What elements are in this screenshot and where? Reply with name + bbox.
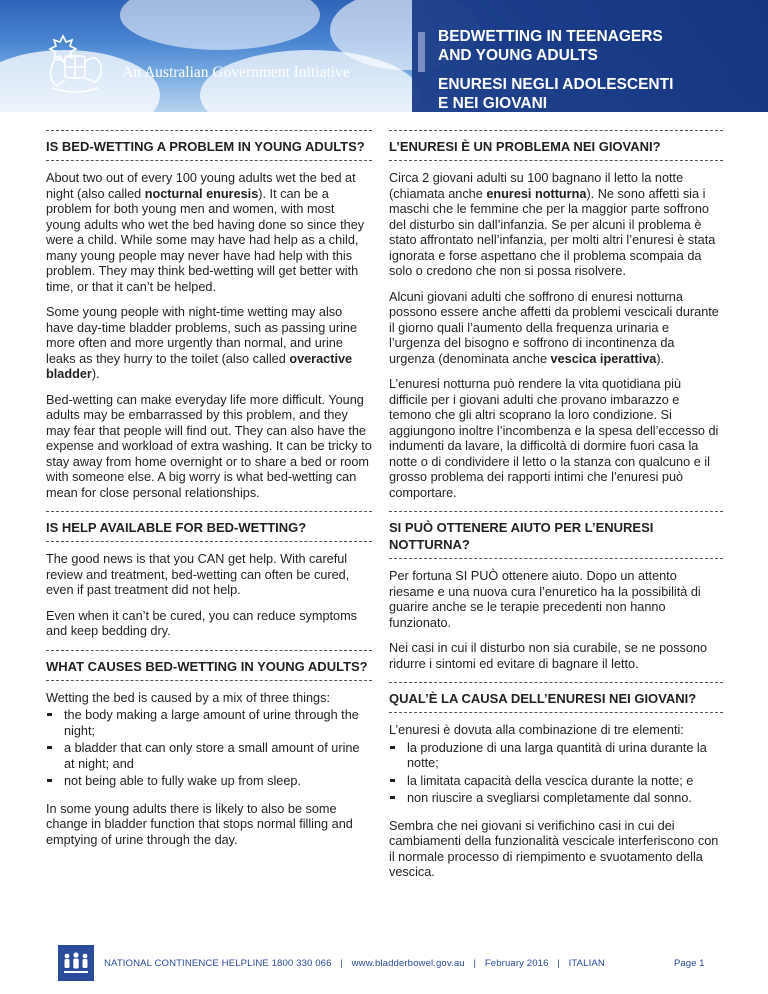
italian-column <box>389 130 723 891</box>
helpline-text: NATIONAL CONTINENCE HELPLINE 1800 330 066 <box>104 958 332 969</box>
paragraph: Per fortuna SI PUÒ ottenere aiuto. Dopo un attento riesame e una nuova cura l’enuretico ha la possibilità di guarire anche se le terapie precedenti non hanno funzionato. <box>389 569 701 630</box>
section-heading: WHAT CAUSES BED-WETTING IN YOUNG ADULTS? <box>46 650 372 681</box>
text: Alcuni giovani adulti che soffrono di enuresi notturna possono essere anche affetti da problemi vescicali durante il giorno quali l’aumento della frequenza urinaria e l’urgenza del bisogno e soffrono di incontinenza da urgenza (denominata anche <box>389 289 719 366</box>
paragraph: Wetting the bed is caused by a mix of three things: <box>46 690 330 705</box>
causes-list <box>46 708 372 790</box>
paragraph: Bed-wetting can make everyday life more difficult. Young adults may be embarrassed by this problem, and they may fear that people will find out. They can also have the expense and workload of extra washing. It can be tricky to stay away from home overnight or to share a bed or room with someone else. A big worry is what bed-wetting can mean for close personal relationships. <box>46 392 372 500</box>
paragraph <box>46 305 372 383</box>
header-cloud <box>120 0 320 50</box>
list-item: non riuscire a svegliarsi completamente dal sonno. <box>389 791 723 807</box>
paragraph <box>46 171 372 295</box>
document-title-italian <box>438 75 673 112</box>
separator: | <box>557 958 560 969</box>
text: ). <box>656 351 665 366</box>
list-item: la produzione di una larga quantità di urina durante la notte; <box>389 741 723 772</box>
section-heading: IS HELP AVAILABLE FOR BED-WETTING? <box>46 511 372 542</box>
causes-list <box>389 741 723 807</box>
english-column <box>46 130 372 858</box>
term: nocturnal enuresis <box>144 186 259 201</box>
text: ). Ne sono affetti sia i maschi che le femmine che per la maggior parte soffrono del disturbo sin dall’infanzia. Se per alcuni il problema è stato affrontato nell’infanzia, per molti altri l’enuresi è stata ignorata e forse aspettano che il problema scompaia da solo o credono che non si possa risolvere. <box>389 186 716 278</box>
list-item: a bladder that can only store a small amount of urine at night; and <box>46 741 372 772</box>
separator: | <box>340 958 343 969</box>
title-line: AND YOUNG ADULTS <box>438 47 598 64</box>
footer-info <box>104 958 605 969</box>
section-heading: QUAL’È LA CAUSA DELL’ENURESI NEI GIOVANI? <box>389 682 723 713</box>
separator: | <box>473 958 477 969</box>
term: vescica iperattiva <box>550 351 657 366</box>
title-accent-bar <box>418 32 425 72</box>
paragraph: Even when it can’t be cured, you can reduce symptoms and keep bedding dry. <box>46 608 358 638</box>
text: ). <box>91 367 100 381</box>
paragraph: In some young adults there is likely to also be some change in bladder function that stops normal filling and emptying of urine through the day. <box>46 801 353 847</box>
list-item: the body making a large amount of urine through the night; <box>46 708 372 739</box>
section-heading: SI PUÒ OTTENERE AIUTO PER L’ENURESI NOTTURNA? <box>389 511 723 559</box>
list-item: not being able to fully wake up from sleep. <box>46 774 372 790</box>
paragraph <box>389 171 723 280</box>
continence-foundation-logo-icon <box>58 945 94 981</box>
government-initiative-label: An Australian Government Initiative <box>122 64 350 81</box>
paragraph: L’enuresi è dovuta alla combinazione di tre elementi: <box>389 723 684 737</box>
paragraph: Sembra che nei giovani si verifichino casi in cui dei cambiamenti della funzionalità vescicale interferiscono con il normale processo di riempimento e svuotamento della vescica. <box>389 818 719 879</box>
paragraph: The good news is that you CAN get help. With careful review and treatment, bed-wetting can often be cured, even if past treatment did not help. <box>46 552 350 597</box>
document-title-english <box>438 27 663 65</box>
text: About two out of every 100 young adults wet the bed at night (also called <box>46 171 356 201</box>
language-label: ITALIAN <box>568 958 605 969</box>
paragraph <box>389 290 723 368</box>
title-line: BEDWETTING IN TEENAGERS <box>438 28 663 45</box>
page-number: Page 1 <box>674 958 705 969</box>
page-header <box>0 0 768 112</box>
section-heading: IS BED-WETTING A PROBLEM IN YOUNG ADULTS? <box>46 130 372 161</box>
text: Circa 2 giovani adulti su 100 bagnano il letto la notte (chiamata anche <box>389 171 684 201</box>
title-line: ENURESI NEGLI ADOLESCENTI <box>438 76 674 93</box>
website-link[interactable]: www.bladderbowel.gov.au <box>351 958 465 969</box>
text: ). It can be a problem for both young men and women, with most young adults who wet the bed having done so since they were a child. While some may have had help as a child, many young people may never have had help with this problem. They may think bed-wetting will get better with time, or that it can’t be helped. <box>46 186 365 294</box>
coat-of-arms-icon <box>38 32 112 98</box>
publication-date: February 2016 <box>484 958 549 969</box>
list-item: la limitata capacità della vescica durante la notte; e <box>389 774 723 790</box>
section-heading: L’ENURESI È UN PROBLEMA NEI GIOVANI? <box>389 130 723 161</box>
term: enuresi notturna <box>486 186 587 201</box>
title-line: E NEI GIOVANI <box>438 95 548 112</box>
text: Some young people with night-time wetting may also have day-time bladder problems, such as passing urine more often and more urgently than normal, and urine leaks as they hurry to the toilet (also called <box>46 305 358 366</box>
paragraph: L’enuresi notturna può rendere la vita quotidiana più difficile per i giovani adulti che provano imbarazzo e temono che gli altri scoprano la loro condizione. Si aggiungono inoltre l’incombenza e la spesa dell’eccesso di indumenti da lavare, la difficoltà di dormire fuori casa la notte o di condividere il letto o la stanza con qualcuno e il grosso problema dei rapporti intimi che l’enuresi può comportare. <box>389 377 719 500</box>
term: overactive bladder <box>46 351 353 381</box>
paragraph: Nei casi in cui il disturbo non sia curabile, se ne possono ridurre i sintomi ed evitare di bagnare il letto. <box>389 641 708 671</box>
